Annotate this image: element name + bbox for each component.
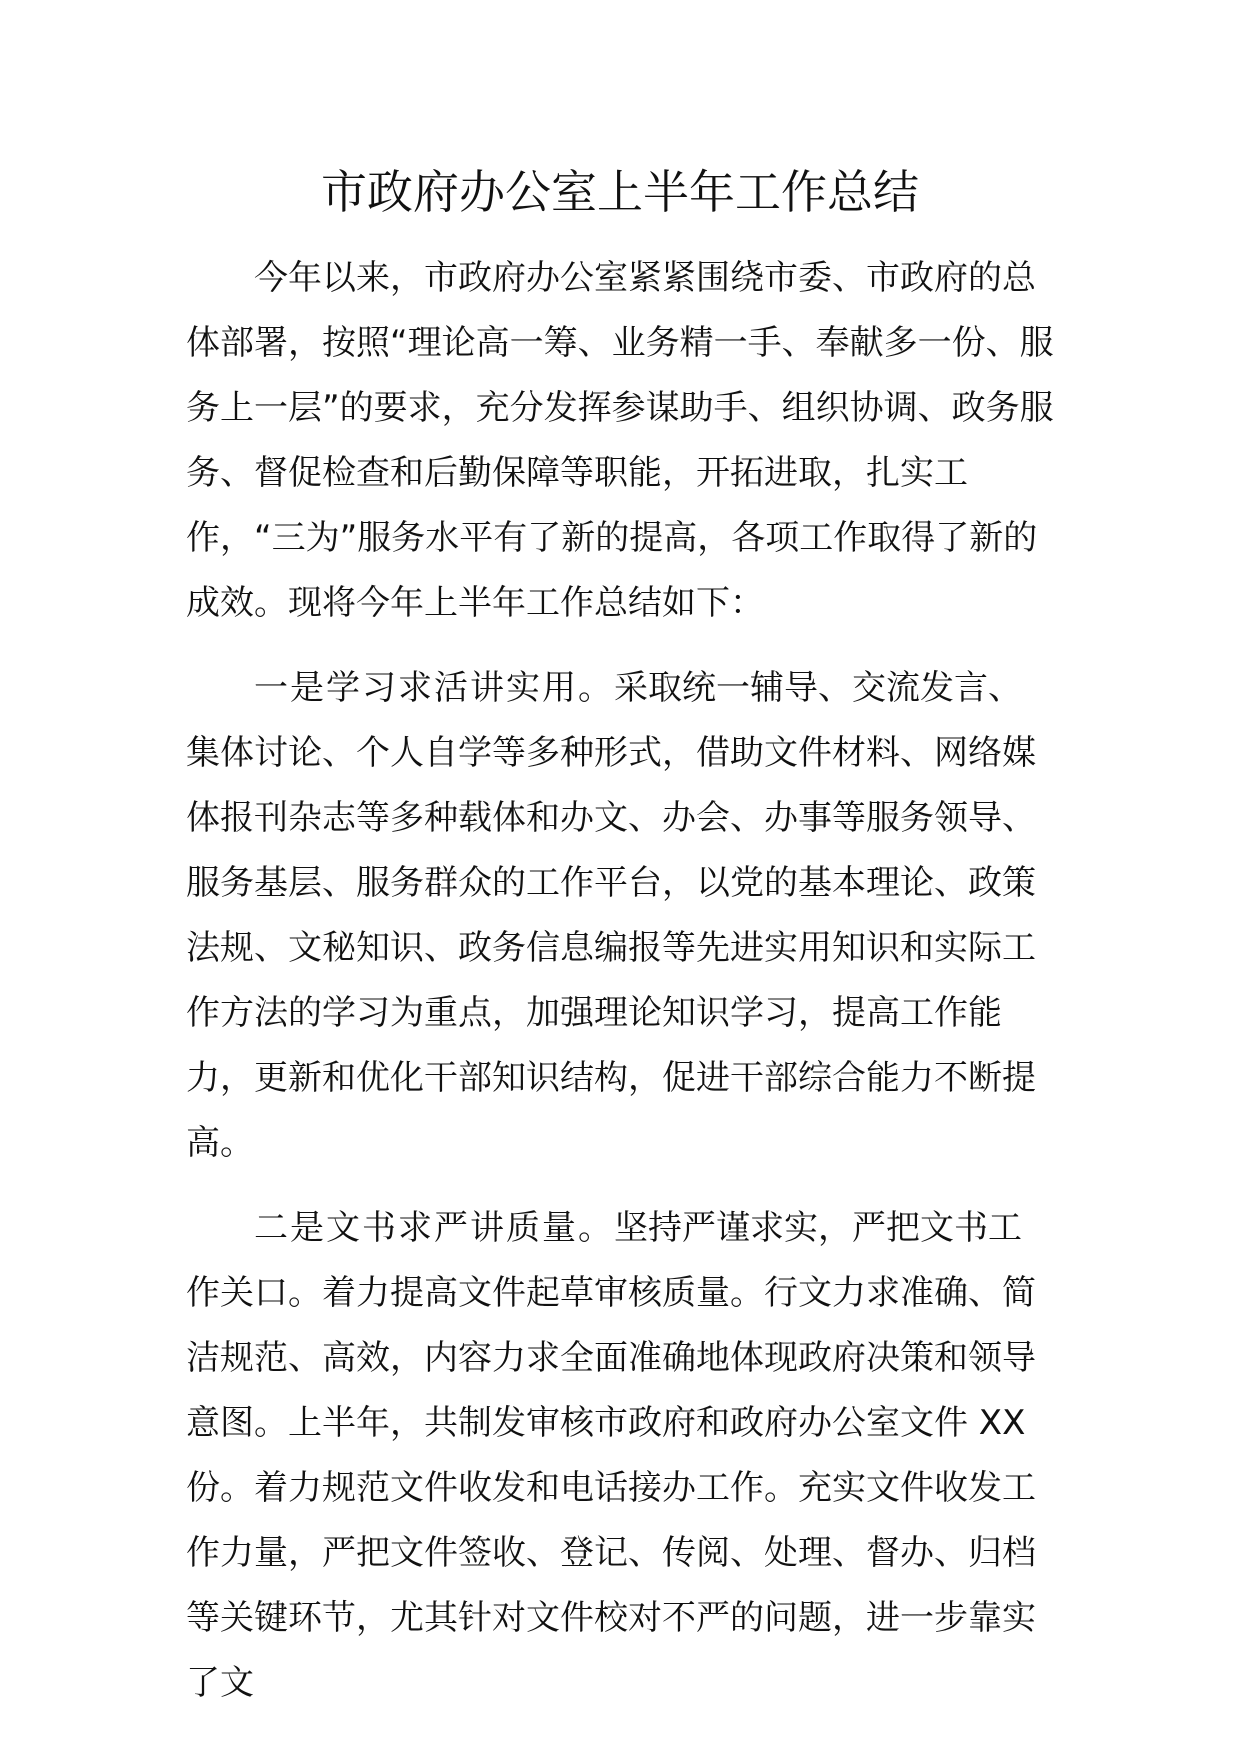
section-documents-paragraph bbox=[186, 1196, 1054, 1716]
section-learning-lead: 一是学习求活讲实用。 bbox=[254, 668, 614, 708]
section-documents-lead: 二是文书求严讲质量。 bbox=[254, 1208, 614, 1248]
document-title: 市政府办公室上半年工作总结 bbox=[321, 165, 919, 219]
document-body bbox=[186, 246, 1054, 1716]
section-documents-text: 坚持严谨求实，严把文书工作关口。着力提高文件起草审核质量。行文力求准确、简洁规范、高效，内容力求全面准确地体现政府决策和领导意图。上半年，共制发审核市政府和政府办公室文件 XX 份。着力规范文件收发和电话接办工作。充实文件收发工作力量，严把文件签收、登记、传阅、处理、督办、归档等关键环节，尤其针对文件校对不严的问题，进一步靠实了文 bbox=[186, 1208, 1036, 1703]
section-learning-text: 采取统一辅导、交流发言、集体讨论、个人自学等多种形式，借助文件材料、网络媒体报刊杂志等多种载体和办文、办会、办事等服务领导、服务基层、服务群众的工作平台，以党的基本理论、政策法规、文秘知识、政务信息编报等先进实用知识和实际工作方法的学习为重点，加强理论知识学习，提高工作能力，更新和优化干部知识结构，促进干部综合能力不断提高。 bbox=[186, 668, 1036, 1163]
section-learning-paragraph bbox=[186, 656, 1054, 1176]
intro-paragraph: 今年以来，市政府办公室紧紧围绕市委、市政府的总体部署，按照“理论高一筹、业务精一手、奉献多一份、服务上一层”的要求，充分发挥参谋助手、组织协调、政务服务、督促检查和后勤保障等职能，开拓进取，扎实工作，“三为”服务水平有了新的提高，各项工作取得了新的成效。现将今年上半年工作总结如下： bbox=[186, 258, 1054, 623]
